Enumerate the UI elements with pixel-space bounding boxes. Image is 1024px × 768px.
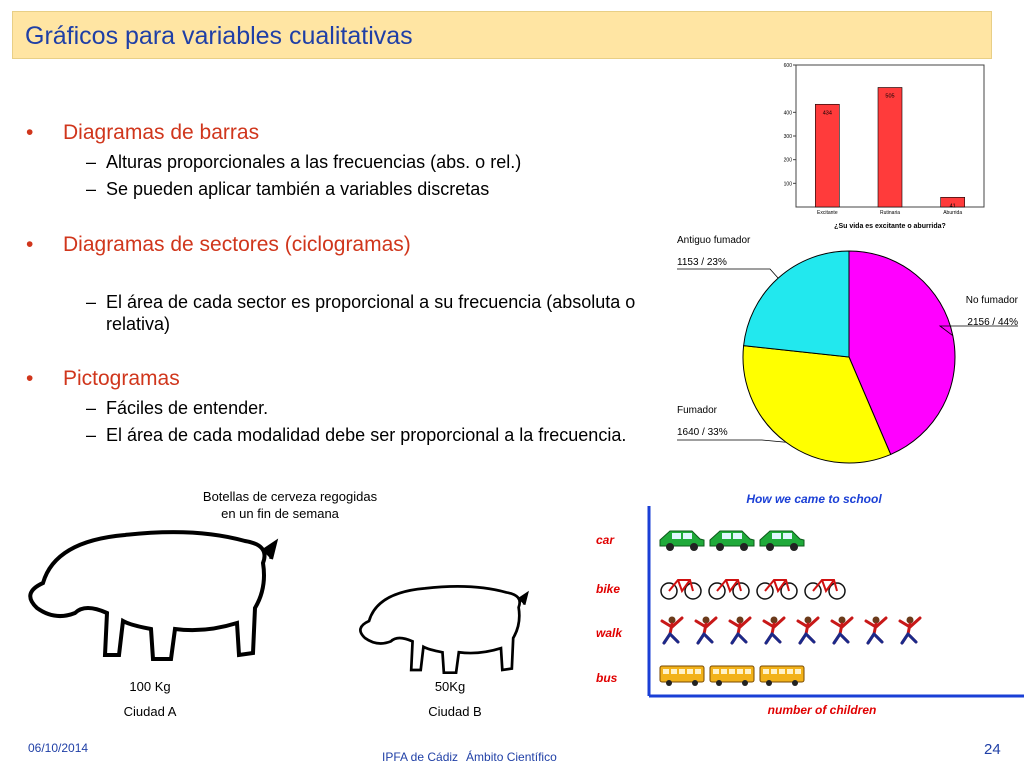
x-tick-label: Excitante [817,210,838,216]
y-tick-label: 100 [783,181,792,188]
pig-icon [30,532,275,659]
slide-title: Gráficos para variables cualitativas [25,22,413,50]
pictogram-row-label: car [596,533,615,547]
bar-value-label: 434 [822,110,832,117]
pig-a-value: 100 Kg [129,679,171,694]
walker-icon [764,617,784,644]
pig-pictogram [15,483,537,720]
bar-x-axis-label: ¿Su vida es excitante o aburrida? [834,223,946,229]
bullet-marker: • [26,367,34,390]
pictogram-x-label: number of children [767,703,877,717]
x-tick-label: Aburrida [943,210,963,216]
x-tick-label: Rutinaria [879,210,901,216]
bar [878,87,902,207]
pig-title-line-1: Botellas de cerveza regogidas [202,489,378,504]
page-number: 24 [984,741,1001,758]
sub-bullet-text: El área de cada modalidad debe ser proporcional a la frecuencia. [106,425,627,445]
y-tick-label: 200 [783,157,792,164]
transport-pictogram [588,486,1024,718]
footer-center [382,750,557,764]
sub-bullet-text: Se pueden aplicar también a variables discretas [106,179,490,199]
bike-icon [757,580,797,599]
car-icon [660,531,704,551]
pie-leader-line [677,440,786,442]
sub-bullet-text: Fáciles de entender. [106,398,269,418]
bar-chart [780,63,988,229]
bike-icon [805,580,845,599]
y-tick-label: 300 [783,134,792,140]
bar-value-label: 41 [949,203,956,210]
bullet-label: Pictogramas [63,367,180,390]
bar-value-label: 505 [885,93,895,100]
pie-value-label: 1153 / 23% [677,257,727,268]
walker-icon [832,617,852,644]
pie-value-label: 2156 / 44% [967,317,1018,328]
bullet-list: • Diagramas de barras – Alturas proporcionales a las frecuencias (abs. o rel.) – Se pueden aplicar también a variables discretas • Diagramas de sectores (ciclogramas) – El área de cada sector es proporcional a su frecuencia (absoluta o relativa) • Pictogramas – Fáciles de entender. – El área de cada modalidad debe ser proporcional a la frecuencia. [0,0,1024,768]
pie-label: No fumador [965,295,1018,306]
walker-icon [866,617,886,644]
bike-icon [709,580,749,599]
y-tick-label: 400 [783,110,792,117]
bus-icon [660,666,704,686]
pictogram-title: How we came to school [746,492,882,506]
sub-bullet-text: El área de cada sector es proporcional a su frecuencia (absoluta o relativa) [106,292,636,334]
bar [815,104,839,207]
pie-label: Fumador [677,405,718,416]
bullet-marker: • [26,121,34,144]
bike-icon [661,580,701,599]
walker-icon [696,617,716,644]
bullet-label: Diagramas de barras [63,121,260,144]
walker-icon [662,617,682,644]
pig-b-value: 50Kg [434,679,466,694]
car-icon [710,531,754,551]
pig-title-line-2: en un fin de semana [221,506,339,521]
y-tick-label: 600 [783,63,792,69]
car-icon [760,531,804,551]
pig-b-city: Ciudad B [428,704,482,719]
bus-icon [760,666,804,686]
pig-a-city: Ciudad A [123,704,177,719]
footer-school: IPFA de Cádiz [382,750,459,764]
bullet-label: Diagramas de sectores (ciclogramas) [63,233,411,256]
walker-icon [730,617,750,644]
pie-chart [670,230,1024,470]
pictogram-row-label: walk [596,626,623,640]
bus-icon [710,666,754,686]
bullet-marker: • [26,233,34,256]
pictogram-row-label: bike [596,582,621,596]
walker-icon [798,617,818,644]
pie-slice [744,251,849,357]
walker-icon [900,617,920,644]
pie-label: Antiguo fumador [677,235,751,246]
footer-area: Ámbito Científico [466,750,557,764]
footer-date: 06/10/2014 [28,741,89,755]
pig-icon [360,586,526,672]
pie-value-label: 1640 / 33% [677,427,728,438]
pictogram-row-label: bus [596,671,618,685]
sub-bullet-text: Alturas proporcionales a las frecuencias (abs. o rel.) [106,152,522,172]
pie-leader-line [677,269,778,278]
